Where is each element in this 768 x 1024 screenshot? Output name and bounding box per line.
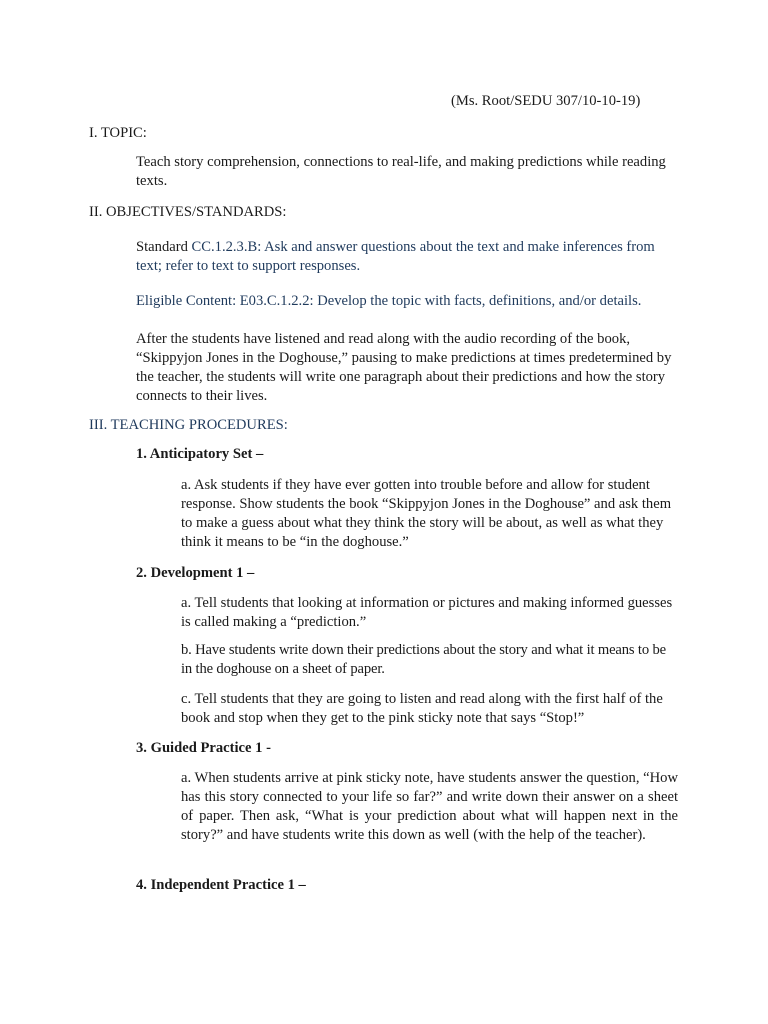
development-1-heading: 2. Development 1 – xyxy=(136,565,255,581)
eligible-content xyxy=(136,292,676,311)
document-reference: (Ms. Root/SEDU 307/10-10-19) xyxy=(451,93,641,109)
development-1-item-c: c. Tell students that they are going to listen and read along with the first half of the book and stop when they get to the pink sticky note that says “Stop!” xyxy=(181,691,663,726)
objective-paragraph xyxy=(136,330,676,406)
guided-practice-1-item-a: a. When students arrive at pink sticky note, have students answer the question, “How has this story connected to your life so far?” and write down their answer on a sheet of paper. Then ask, “What is your prediction about what will happen next in the story?” and have students write this down as well (with the help of the teacher). xyxy=(181,770,678,843)
standard-text: CC.1.2.3.B: Ask and answer questions about the text and make inferences from text; refer to text to support responses. xyxy=(136,239,655,274)
development-1-item-b: b. Have students write down their predictions about the story and what it means to be in the doghouse on a sheet of paper. xyxy=(181,642,666,677)
standard-prefix: Standard xyxy=(136,239,192,255)
independent-practice-1-heading: 4. Independent Practice 1 – xyxy=(136,877,306,893)
objectives-heading: II. OBJECTIVES/STANDARDS: xyxy=(89,204,287,220)
objective-text: After the students have listened and read along with the audio recording of the book, “Skippyjon Jones in the Doghouse,” pausing to make predictions at times predetermined by the teacher, the students will write one paragraph about their predictions and how the story connects to their lives. xyxy=(136,331,672,404)
anticipatory-set-item-a: a. Ask students if they have ever gotten into trouble before and allow for student response. Show students the book “Skippyjon Jones in the Doghouse” and ask them to make a guess about what they think the story will be about, as well as what they think it means to be “in the doghouse.” xyxy=(181,477,672,550)
standard-paragraph xyxy=(136,238,676,276)
eligible-content-text: Eligible Content: E03.C.1.2.2: Develop the topic with facts, definitions, and/or details. xyxy=(136,293,642,309)
topic-paragraph: Teach story comprehension, connections to real-life, and making predictions while reading texts. xyxy=(136,154,666,189)
topic-text xyxy=(136,153,676,191)
anticipatory-set-heading: 1. Anticipatory Set – xyxy=(136,446,264,462)
procedures-heading: III. TEACHING PROCEDURES: xyxy=(89,417,288,433)
development-1-item-a: a. Tell students that looking at information or pictures and making informed guesses is called making a “prediction.” xyxy=(181,595,673,630)
guided-practice-1-heading: 3. Guided Practice 1 - xyxy=(136,740,271,756)
topic-heading: I. TOPIC: xyxy=(89,125,147,141)
